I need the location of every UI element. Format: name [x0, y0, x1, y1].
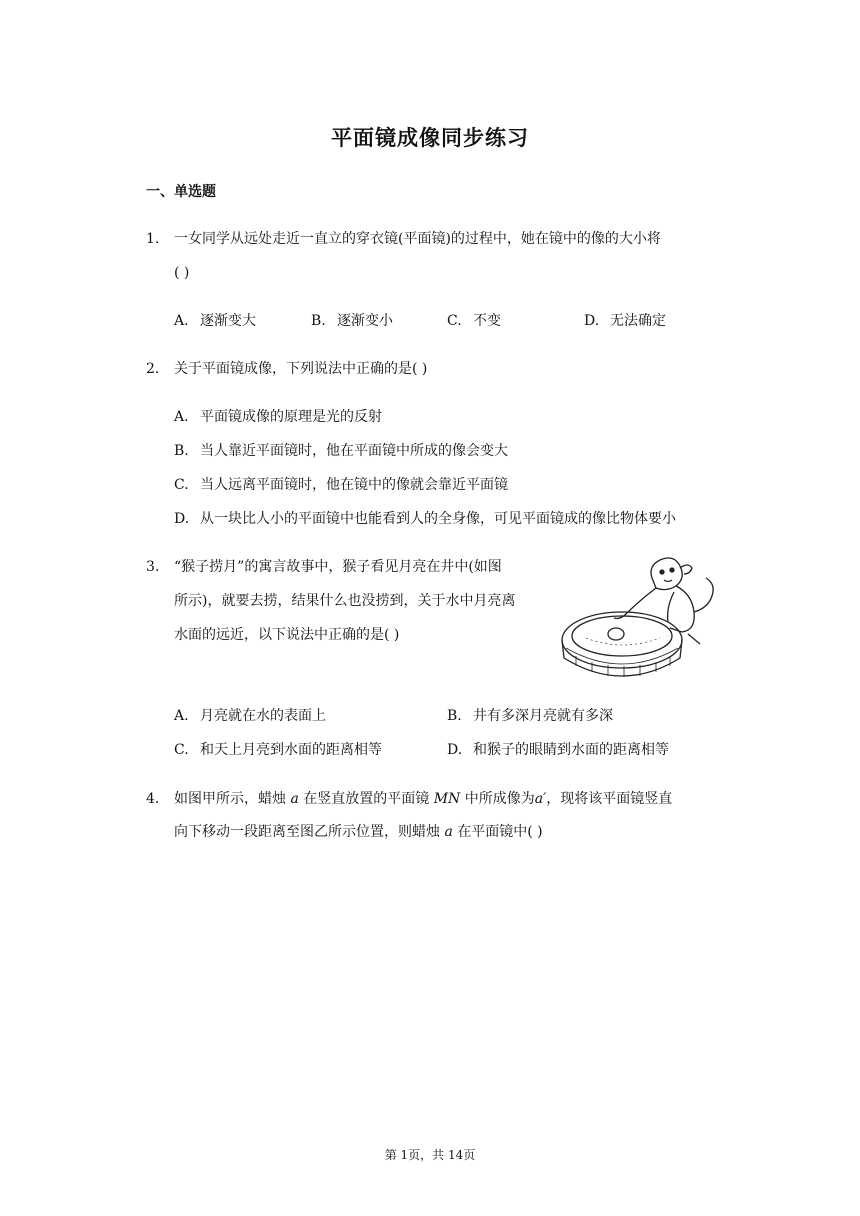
- question-text: 水面的远近，以下说法中正确的是( ): [174, 627, 400, 643]
- page-title: 平面镜成像同步练习: [331, 126, 529, 150]
- option-d: D. 从一块比人小的平面镜中也能看到人的全身像，可见平面镜成的像比物体要小: [174, 511, 676, 527]
- option-c: C. 和天上月亮到水面的距离相等: [174, 742, 382, 758]
- question-text: 关于平面镜成像，下列说法中正确的是( ): [174, 361, 428, 377]
- option-b: B. 井有多深月亮就有多深: [447, 708, 613, 724]
- monkey-well-illustration: [556, 548, 718, 686]
- option-c: C. 当人远离平面镜时，他在镜中的像就会靠近平面镜: [174, 477, 508, 493]
- question-number: 1.: [146, 231, 160, 247]
- option-d: D. 和猴子的眼睛到水面的距离相等: [447, 742, 669, 758]
- question-text: 向下移动一段距离至图乙所示位置，则蜡烛 a 在平面镜中( ): [174, 824, 543, 840]
- option-b: B. 当人靠近平面镜时，他在平面镜中所成的像会变大: [174, 443, 508, 459]
- option-c: C. 不变: [447, 313, 501, 329]
- question-text: ( ): [174, 265, 190, 281]
- question-text: 所示)，就要去捞，结果什么也没捞到，关于水中月亮离: [174, 593, 516, 609]
- option-a: A. 月亮就在水的表面上: [174, 708, 326, 724]
- question-text: 如图甲所示，蜡烛 a 在竖直放置的平面镜 MN 中所成像为a′，现将该平面镜竖直: [174, 791, 673, 807]
- option-b: B. 逐渐变小: [311, 313, 393, 329]
- option-a: A. 平面镜成像的原理是光的反射: [174, 409, 382, 425]
- question-text: “猴子捞月”的寓言故事中，猴子看见月亮在井中(如图: [174, 559, 502, 575]
- question-number: 4.: [146, 791, 160, 807]
- question-text: 一女同学从远处走近一直立的穿衣镜(平面镜)的过程中，她在镜中的像的大小将: [174, 231, 661, 247]
- option-a: A. 逐渐变大: [174, 313, 256, 329]
- question-number: 3.: [146, 559, 160, 575]
- section-heading: 一、单选题: [146, 184, 216, 200]
- question-number: 2.: [146, 361, 160, 377]
- page-footer: 第 1页，共 14页: [384, 1148, 476, 1162]
- option-d: D. 无法确定: [584, 313, 666, 329]
